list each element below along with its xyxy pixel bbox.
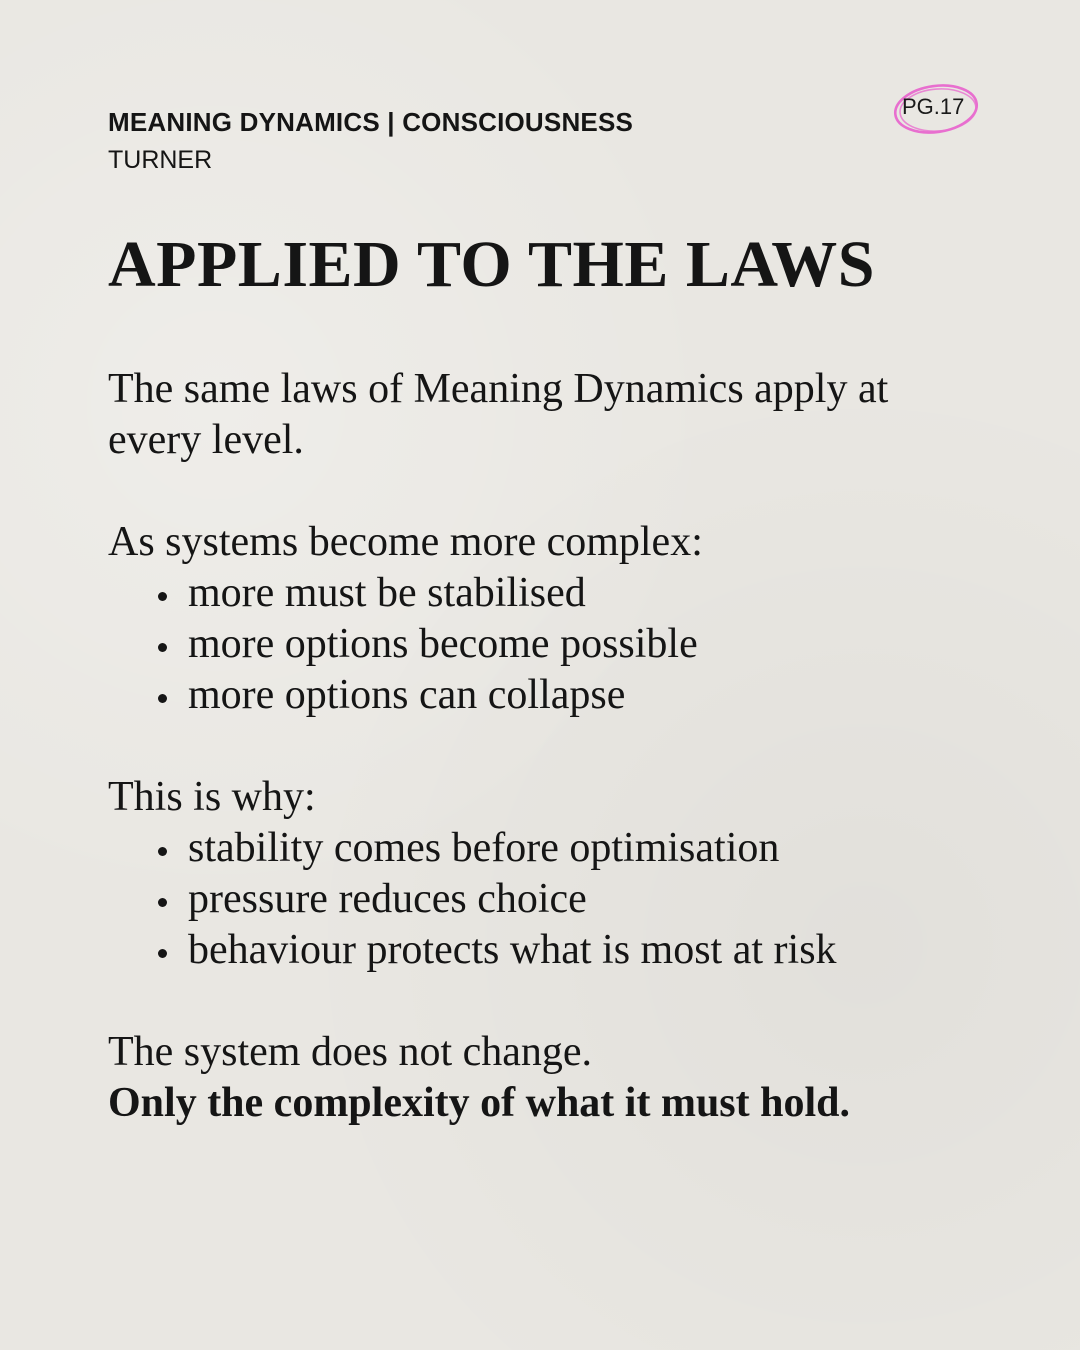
list-item: behaviour protects what is most at risk	[158, 925, 988, 976]
section2-lead: This is why:	[108, 774, 316, 820]
section1-list	[108, 568, 988, 721]
list-item: more options can collapse	[158, 670, 988, 721]
closing-line: The system does not change.	[108, 1029, 593, 1075]
page-number-badge	[892, 80, 982, 140]
section1-lead: As systems become more complex:	[108, 519, 703, 565]
list-item: pressure reduces choice	[158, 874, 988, 925]
list-item: stability comes before optimisation	[158, 823, 988, 874]
list-item: more must be stabilised	[158, 568, 988, 619]
closing-emphasis: Only the complexity of what it must hold.	[108, 1080, 851, 1126]
body-text	[108, 364, 988, 1129]
page-heading: APPLIED TO THE LAWS	[108, 228, 875, 301]
section2-list	[108, 823, 988, 976]
page-number: PG.17	[902, 94, 965, 119]
list-item: more options become possible	[158, 619, 988, 670]
author-name: TURNER	[108, 146, 213, 174]
series-title: MEANING DYNAMICS | CONSCIOUSNESS	[108, 107, 634, 137]
intro-paragraph: The same laws of Meaning Dynamics apply at every level.	[108, 366, 889, 463]
header	[108, 106, 633, 176]
